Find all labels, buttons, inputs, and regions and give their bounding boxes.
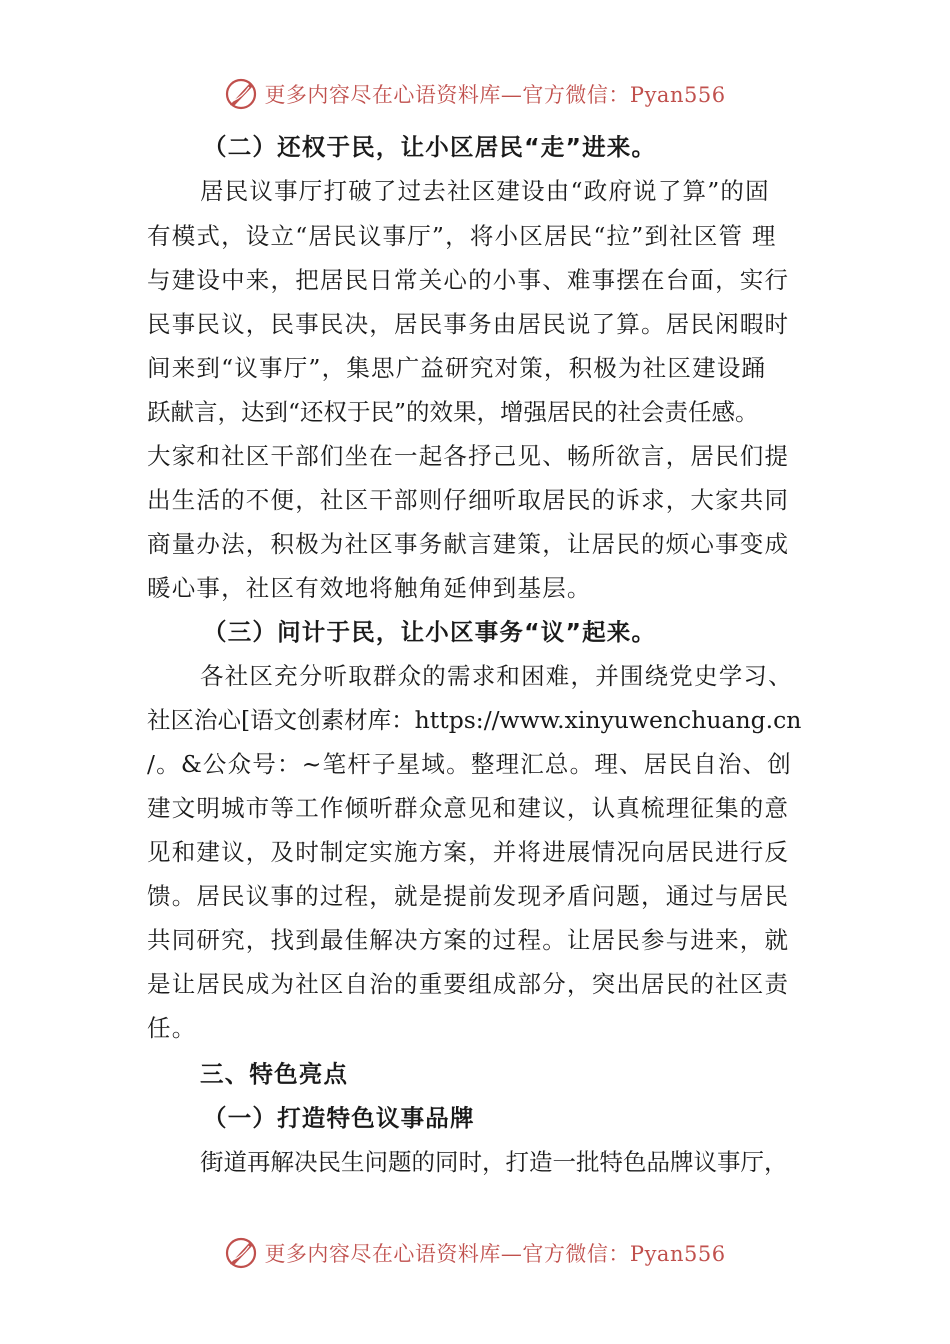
footer-watermark [0,1233,950,1273]
section-heading-2: （二）还权于民，让小区居民“走”进来。 [203,133,657,161]
body-line: 街道再解决民生问题的同时，打造一批特色品牌议事厅， [200,1148,788,1176]
body-line: 大家和社区干部们坐在一起各抒己见、畅所欲言，居民们提 [147,442,790,470]
watermark-text: 更多内容尽在心语资料库—官方微信：Pyan556 [264,1242,726,1266]
body-line: 与建设中来，把居民日常关心的小事、难事摆在台面，实行 [147,266,790,294]
chapter-heading-3: 三、特色亮点 [200,1060,349,1088]
body-line: 居民议事厅打破了过去社区建设由“政府说了算”的固 [200,177,770,205]
body-line: 跃献言，达到“还权于民”的效果，增强居民的社会责任感。 [147,398,759,426]
header-watermark [0,74,950,114]
body-line: 是让居民成为社区自治的重要组成部分，突出居民的社区责 [147,970,790,998]
body-line: 间来到“议事厅”，集思广益研究对策，积极为社区建设踊 [147,354,767,382]
body-line: 出生活的不便，社区干部则仔细听取居民的诉求，大家共同 [147,486,790,514]
quill-logo-icon [224,1236,258,1270]
section-heading-1: （一）打造特色议事品牌 [203,1104,475,1132]
body-line: 商量办法，积极为社区事务献言建策，让居民的烦心事变成 [147,530,790,558]
watermark-text: 更多内容尽在心语资料库—官方微信：Pyan556 [264,83,726,107]
section-heading-3: （三）问计于民，让小区事务“议”起来。 [203,618,657,646]
body-line: 有模式，设立“居民议事厅”，将小区居民“拉”到社区管 理 [147,222,777,250]
body-line: 社区治心[语文创素材库：https://www.xinyuwenchuang.cn [147,706,802,734]
body-line: 建文明城市等工作倾听群众意见和建议，认真梳理征集的意 [147,794,790,822]
body-line: /。&公众号：~笔杆子星域。整理汇总。理、居民自治、创 [147,750,792,778]
body-line: 见和建议，及时制定实施方案，并将进展情况向居民进行反 [147,838,790,866]
body-line: 共同研究，找到最佳解决方案的过程。让居民参与进来，就 [147,926,790,954]
body-line: 馈。居民议事的过程，就是提前发现矛盾问题，通过与居民 [147,882,790,910]
quill-logo-icon [224,77,258,111]
body-line: 任。 [147,1014,197,1042]
body-line: 各社区充分听取群众的需求和困难，并围绕党史学习、 [200,662,793,690]
body-line: 民事民议，民事民决，居民事务由居民说了算。居民闲暇时 [147,310,790,338]
body-line: 暖心事，社区有效地将触角延伸到基层。 [147,574,592,602]
